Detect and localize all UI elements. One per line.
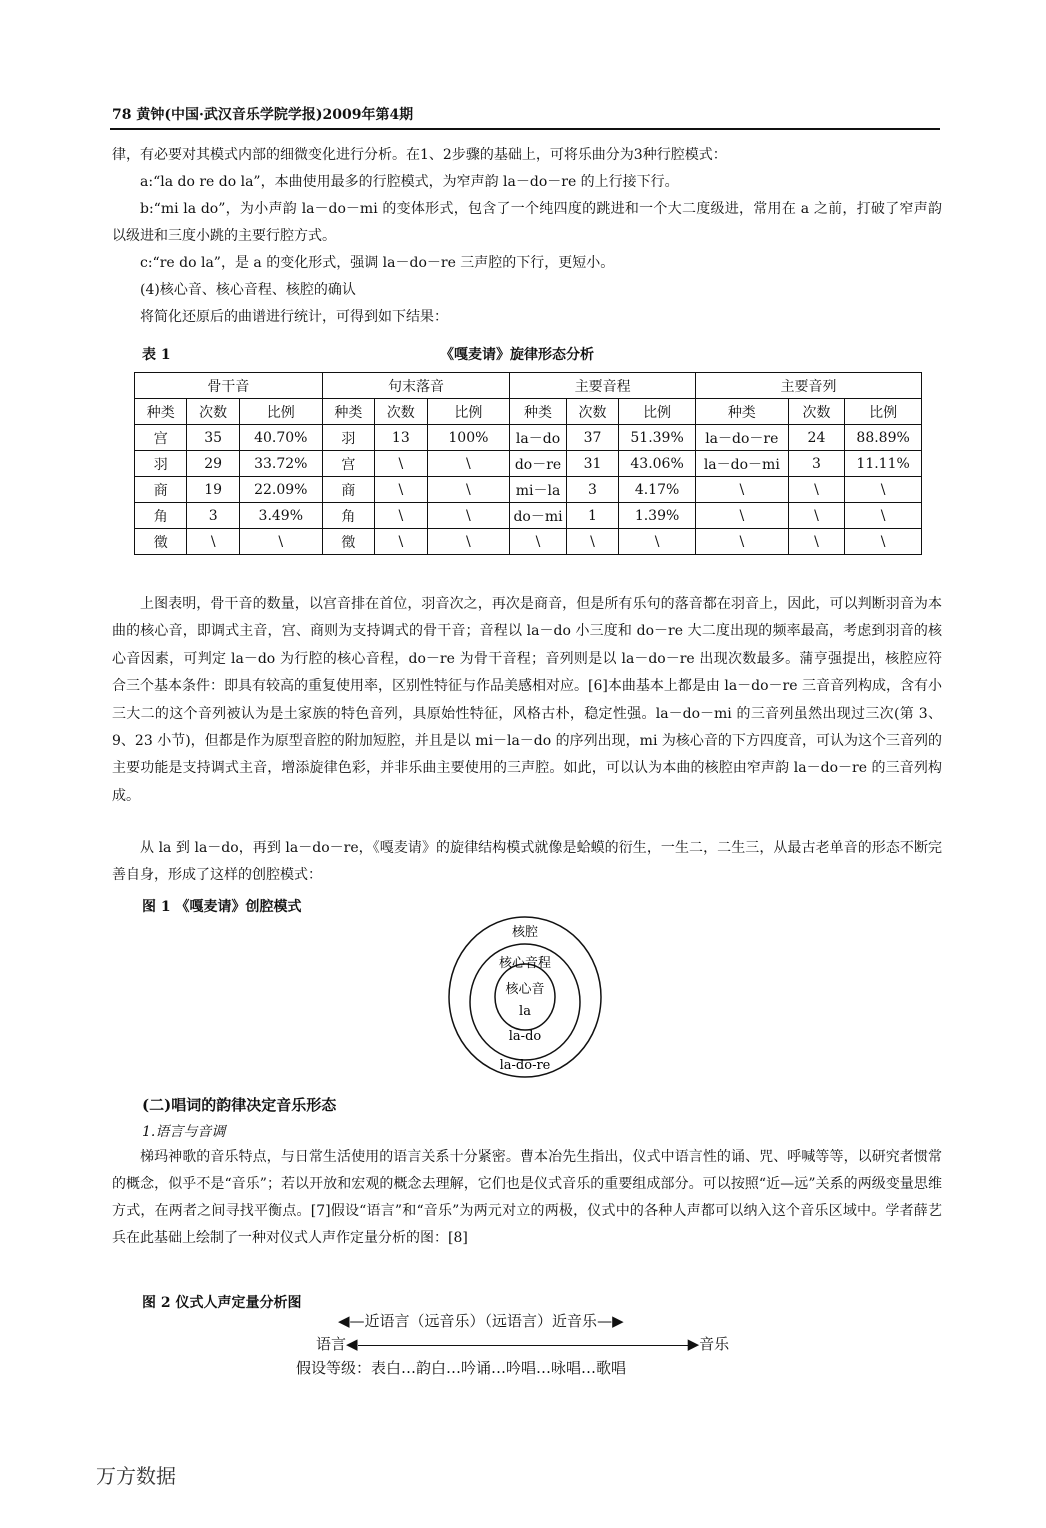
- table-cell: \: [566, 529, 618, 555]
- table-cell: \: [375, 503, 427, 529]
- subheader-cell: 比例: [845, 399, 922, 425]
- table-cell: 100%: [427, 425, 510, 451]
- table-cell: 3: [566, 477, 618, 503]
- watermark: 万方数据: [96, 1464, 176, 1488]
- table-cell: la－do－mi: [695, 451, 788, 477]
- table-cell: 40.70%: [239, 425, 322, 451]
- table-cell: \: [788, 477, 845, 503]
- table-cell: 43.06%: [619, 451, 696, 477]
- table-cell: la－do－re: [695, 425, 788, 451]
- ring-label-la-do-re: la-do-re: [499, 1058, 551, 1073]
- table-cell: 19: [187, 477, 239, 503]
- table-cell: 商: [135, 477, 187, 503]
- table-cell: 4.17%: [619, 477, 696, 503]
- table-cell: \: [788, 503, 845, 529]
- running-header: 78 黄钟(中国·武汉音乐学院学报)2009年第4期: [112, 107, 414, 123]
- table-row: [135, 503, 922, 529]
- table-row: [135, 529, 922, 555]
- fig2-levels: 表白…韵白…吟诵…吟唱…咏唱…歌唱: [371, 1359, 627, 1377]
- arrow-right-icon: —▶: [597, 1312, 624, 1330]
- table-cell: 1.39%: [619, 503, 696, 529]
- subheader-cell: 次数: [566, 399, 618, 425]
- table-cell: \: [427, 451, 510, 477]
- fig2-axis-row: [316, 1333, 729, 1354]
- fig2-right-pole: 音乐: [699, 1335, 730, 1353]
- generation-paragraph: 从 la 到 la－do，再到 la－do－re，《嘎麦请》的旋律结构模式就像是蛤蟆的衍生，一生二，二生三，从最古老单音的形态不断完善自身，形成了这样的创腔模式：: [112, 840, 942, 883]
- table-cell: 88.89%: [845, 425, 922, 451]
- table-cell: \: [239, 529, 322, 555]
- table-cell: 羽: [322, 425, 374, 451]
- section-heading: (二)唱词的韵律决定音乐形态: [142, 1096, 337, 1114]
- ring-label-la-do: la-do: [508, 1029, 542, 1044]
- language-paragraph: 梯玛神歌的音乐特点，与日常生活使用的语言关系十分紧密。曹本冶先生指出，仪式中语言性的诵、咒、呼喊等等，以研究者惯常的概念，似乎不是“音乐”；若以开放和宏观的概念去理解，它们也是仪式音乐的重要组成部分。可以按照“近—远”关系的两级变量思维方式，在两者之间寻找平衡点。[7]假设“语言”和“音乐”为两元对立的两极，仪式中的各种人声都可以纳入这个音乐区域中。学者薛艺兵在此基础上绘制了一种对仪式人声作定量分析的图：[8]: [112, 1149, 942, 1246]
- table-cell: \: [375, 529, 427, 555]
- table-cell: \: [788, 529, 845, 555]
- table-cell: \: [845, 529, 922, 555]
- table-cell: 宫: [322, 451, 374, 477]
- core-melody-diagram: [445, 912, 605, 1082]
- table-cell: \: [375, 477, 427, 503]
- subheader-cell: 种类: [135, 399, 187, 425]
- table-cell: 1: [566, 503, 618, 529]
- fig2-levels-label: 假设等级：: [296, 1359, 372, 1377]
- subheader-cell: 种类: [510, 399, 567, 425]
- pattern-c: c:“re do la”，是 a 的变化形式，强调 la－do－re 三声腔的下行，更短小。: [140, 255, 615, 271]
- group-header: 骨干音: [135, 373, 323, 399]
- table-cell: \: [427, 529, 510, 555]
- table-cell: \: [619, 529, 696, 555]
- paragraph-continuation: 律，有必要对其模式内部的细微变化进行分析。在1、2步骤的基础上，可将乐曲分为3种行腔模式：: [112, 147, 727, 163]
- analysis-paragraph: 上图表明，骨干音的数量，以宫音排在首位，羽音次之，再次是商音，但是所有乐句的落音都在羽音上，因此，可以判断羽音为本曲的核心音，即调式主音，宫、商则为支持调式的骨干音；音程以 la－do 小三度和 do－re 大二度出现的频率最高，考虑到羽音的核心音因素，可判定 la－do 为行腔的核心音程，do－re 为骨干音程；音列则是以 la－do－re 出现次数最多。蒲亨强提出，核腔应符合三个基本条件：即具有较高的重复使用率，区别性特征与作品美感相对应。[6]本曲基本上都是由 la－do－re 三音音列构成，含有小三大二的这个音列被认为是土家族的特色音列，具原始性特征，风格古朴，稳定性强。la－do－mi 的三音列虽然出现过三次(第 3、9、23 小节)，但都是作为原型音腔的附加短腔，并且是以 mi－la－do 的序列出现，mi 为核心音的下方四度音，可认为这个三音列的主要功能是支持调式主音，增添旋律色彩，并非乐曲主要使用的三声腔。如此，可以认为本曲的核腔由窄声韵 la－do－re 的三音列构成。: [112, 596, 942, 804]
- table-cell: 51.39%: [619, 425, 696, 451]
- subsection-4: (4)核心音、核心音程、核腔的确认: [140, 282, 356, 298]
- ring-label-core-note: 核心音: [505, 982, 545, 997]
- table-group-header-row: [135, 373, 922, 399]
- stats-intro: 将简化还原后的曲谱进行统计，可得到如下结果：: [140, 309, 448, 325]
- table-cell: 37: [566, 425, 618, 451]
- fig2-left-pole: 语言: [316, 1335, 347, 1353]
- table-cell: \: [695, 477, 788, 503]
- subsection-heading: 1.语言与音调: [142, 1124, 226, 1140]
- figure1-label: 图 1 《嘎麦请》创腔模式: [142, 899, 302, 915]
- ring-label-core-interval: 核心音程: [498, 956, 552, 971]
- table-row: [135, 477, 922, 503]
- table-label: 表 1: [142, 347, 171, 363]
- pattern-b: b:“mi la do”，为小声韵 la－do－mi 的变体形式，包含了一个纯四度的跳进和一个大二度级进，常用在 a 之前，打破了窄声韵以级进和三度小跳的主要行腔方式。: [112, 201, 942, 244]
- subheader-cell: 次数: [187, 399, 239, 425]
- table-cell: \: [695, 503, 788, 529]
- subheader-cell: 比例: [239, 399, 322, 425]
- group-header: 主要音列: [695, 373, 921, 399]
- table-cell: do－re: [510, 451, 567, 477]
- subheader-cell: 种类: [322, 399, 374, 425]
- table-cell: \: [427, 477, 510, 503]
- group-header: 主要音程: [510, 373, 696, 399]
- table-title: 《嘎麦请》旋律形态分析: [440, 347, 594, 363]
- table-row: [135, 451, 922, 477]
- table-cell: 31: [566, 451, 618, 477]
- table-cell: 徵: [322, 529, 374, 555]
- table-cell: \: [375, 451, 427, 477]
- table-subheader-row: [135, 399, 922, 425]
- table-cell: 角: [322, 503, 374, 529]
- ring-outer: [449, 917, 601, 1077]
- table-cell: do－mi: [510, 503, 567, 529]
- table-cell: \: [845, 503, 922, 529]
- table-cell: \: [845, 477, 922, 503]
- table-cell: \: [427, 503, 510, 529]
- fig2-top-text: 近语言（远音乐）（远语言）近音乐: [364, 1312, 598, 1330]
- table-cell: 徵: [135, 529, 187, 555]
- figure2-label: 图 2 仪式人声定量分析图: [142, 1295, 302, 1311]
- table-cell: 11.11%: [845, 451, 922, 477]
- subheader-cell: 比例: [619, 399, 696, 425]
- table-cell: 商: [322, 477, 374, 503]
- fig2-levels-row: [296, 1357, 626, 1378]
- table-cell: 羽: [135, 451, 187, 477]
- table-cell: la－do: [510, 425, 567, 451]
- table-row: [135, 425, 922, 451]
- table-cell: \: [695, 529, 788, 555]
- group-header: 句末落音: [322, 373, 510, 399]
- subheader-cell: 次数: [375, 399, 427, 425]
- ring-label-core-tune: 核腔: [511, 925, 539, 940]
- ring-inner: [495, 964, 555, 1030]
- subheader-cell: 比例: [427, 399, 510, 425]
- table-cell: 35: [187, 425, 239, 451]
- arrow-left-icon: ◀: [346, 1335, 358, 1353]
- table-cell: \: [510, 529, 567, 555]
- table-cell: 3: [788, 451, 845, 477]
- fig2-top-row: [338, 1310, 624, 1331]
- header-rule: [110, 128, 940, 130]
- table-cell: 22.09%: [239, 477, 322, 503]
- subheader-cell: 次数: [788, 399, 845, 425]
- table-cell: 24: [788, 425, 845, 451]
- ring-label-la: la: [519, 1004, 531, 1019]
- pattern-a: a:“la do re do la”，本曲使用最多的行腔模式，为窄声韵 la－do－re 的上行接下行。: [140, 174, 679, 190]
- subheader-cell: 种类: [695, 399, 788, 425]
- table-cell: 3.49%: [239, 503, 322, 529]
- arrow-right-icon: ▶: [687, 1335, 700, 1353]
- table-cell: 13: [375, 425, 427, 451]
- table-cell: 3: [187, 503, 239, 529]
- table-cell: 33.72%: [239, 451, 322, 477]
- melody-analysis-table: [134, 372, 922, 555]
- table-cell: 宫: [135, 425, 187, 451]
- arrow-left-icon: ◀—: [338, 1312, 365, 1330]
- axis-line: [358, 1345, 688, 1346]
- table-cell: mi－la: [510, 477, 567, 503]
- table-cell: 角: [135, 503, 187, 529]
- table-cell: \: [187, 529, 239, 555]
- table-cell: 29: [187, 451, 239, 477]
